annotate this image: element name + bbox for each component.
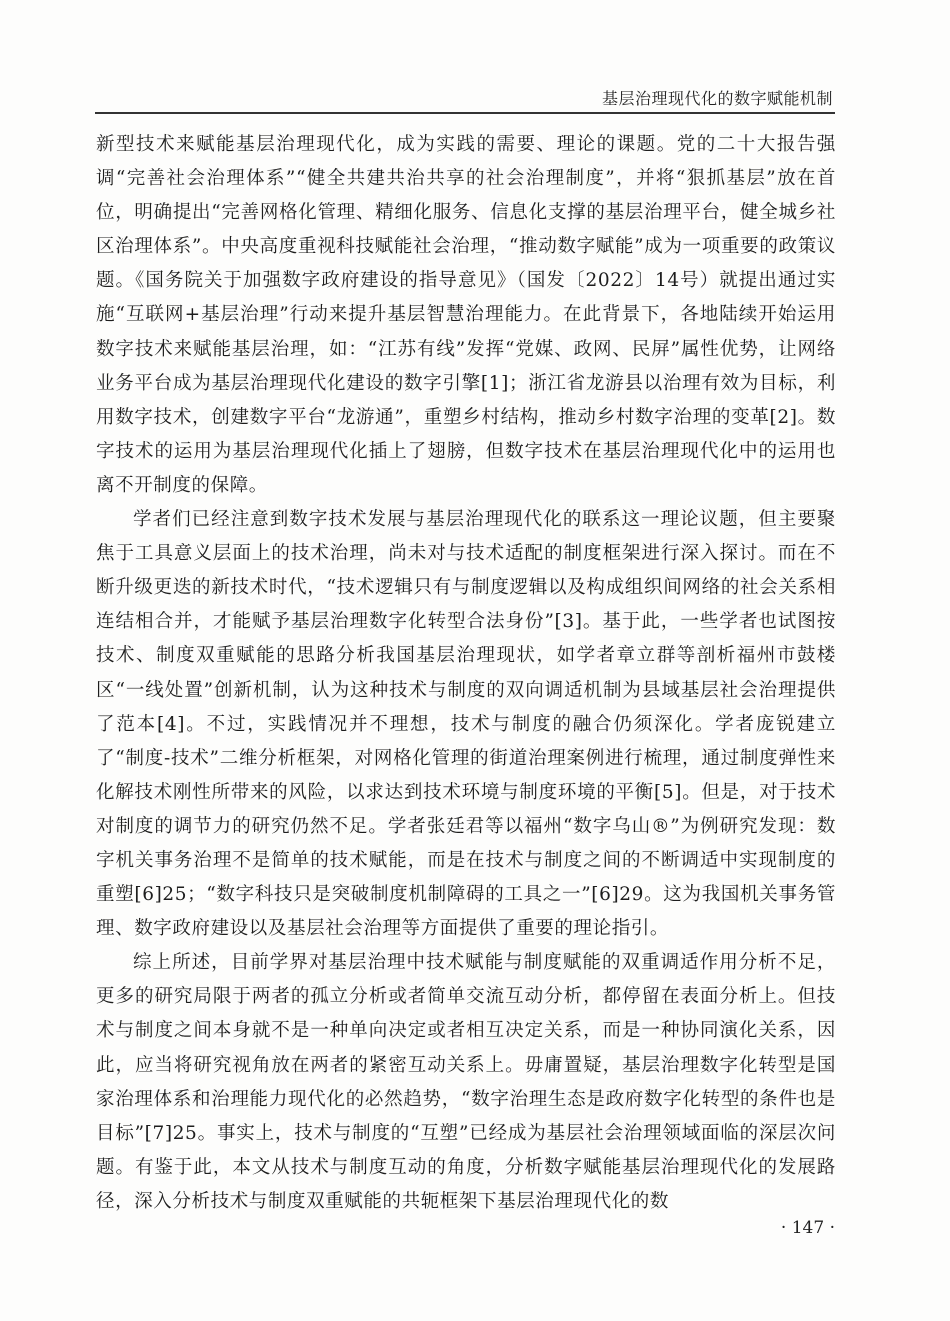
- page-number: · 147 ·: [780, 1218, 835, 1238]
- running-head: [95, 82, 835, 114]
- article-body: [96, 128, 836, 1219]
- running-title: 基层治理现代化的数字赋能机制: [601, 89, 833, 108]
- paragraph: 学者们已经注意到数字技术发展与基层治理现代化的联系这一理论议题，但主要聚焦于工具意义层面上的技术治理，尚未对与技术适配的制度框架进行深入探讨。而在不断升级更迭的新技术时代，“技术逻辑只有与制度逻辑以及构成组织间网络的社会关系相连结相合并，才能赋予基层治理数字化转型合法身份”[3]。基于此，一些学者也试图按技术、制度双重赋能的思路分析我国基层治理现状，如学者章立群等剖析福州市鼓楼区“一线处置”创新机制，认为这种技术与制度的双向调适机制为县域基层社会治理提供了范本[4]。不过，实践情况并不理想，技术与制度的融合仍须深化。学者庞锐建立了“制度-技术”二维分析框架，对网格化管理的街道治理案例进行梳理，通过制度弹性来化解技术刚性所带来的风险，以求达到技术环境与制度环境的平衡[5]。但是，对于技术对制度的调节力的研究仍然不足。学者张廷君等以福州“数字乌山®”为例研究发现：数字机关事务治理不是简单的技术赋能，而是在技术与制度之间的不断调适中实现制度的重塑[6]25；“数字科技只是突破制度机制障碍的工具之一”[6]29。这为我国机关事务管理、数字政府建设以及基层社会治理等方面提供了重要的理论指引。: [96, 509, 836, 940]
- paragraph-continued: 新型技术来赋能基层治理现代化，成为实践的需要、理论的课题。党的二十大报告强调“完善社会治理体系”“健全共建共治共享的社会治理制度”，并将“狠抓基层”放在首位，明确提出“完善网格化管理、精细化服务、信息化支撑的基层治理平台，健全城乡社区治理体系”。中央高度重视科技赋能社会治理，“推动数字赋能”成为一项重要的政策议题。《国务院关于加强数字政府建设的指导意见》（国发〔2022〕14号）就提出通过实施“互联网+基层治理”行动来提升基层智慧治理能力。在此背景下，各地陆续开始运用数字技术来赋能基层治理，如：“江苏有线”发挥“党媒、政网、民屏”属性优势，让网络业务平台成为基层治理现代化建设的数字引擎[1]；浙江省龙游县以治理有效为目标，利用数字技术，创建数字平台“龙游通”，重塑乡村结构，推动乡村数字治理的变革[2]。数字技术的运用为基层治理现代化插上了翅膀，但数字技术在基层治理现代化中的运用也离不开制度的保障。: [96, 134, 836, 496]
- paragraph: 综上所述，目前学界对基层治理中技术赋能与制度赋能的双重调适作用分析不足，更多的研究局限于两者的孤立分析或者简单交流互动分析，都停留在表面分析上。但技术与制度之间本身就不是一种单向决定或者相互决定关系，而是一种协同演化关系，因此，应当将研究视角放在两者的紧密互动关系上。毋庸置疑，基层治理数字化转型是国家治理体系和治理能力现代化的必然趋势，“数字治理生态是政府数字化转型的条件也是目标”[7]25。事实上，技术与制度的“互塑”已经成为基层社会治理领域面临的深层次问题。有鉴于此，本文从技术与制度互动的角度，分析数字赋能基层治理现代化的发展路径，深入分析技术与制度双重赋能的共轭框架下基层治理现代化的数: [96, 952, 836, 1212]
